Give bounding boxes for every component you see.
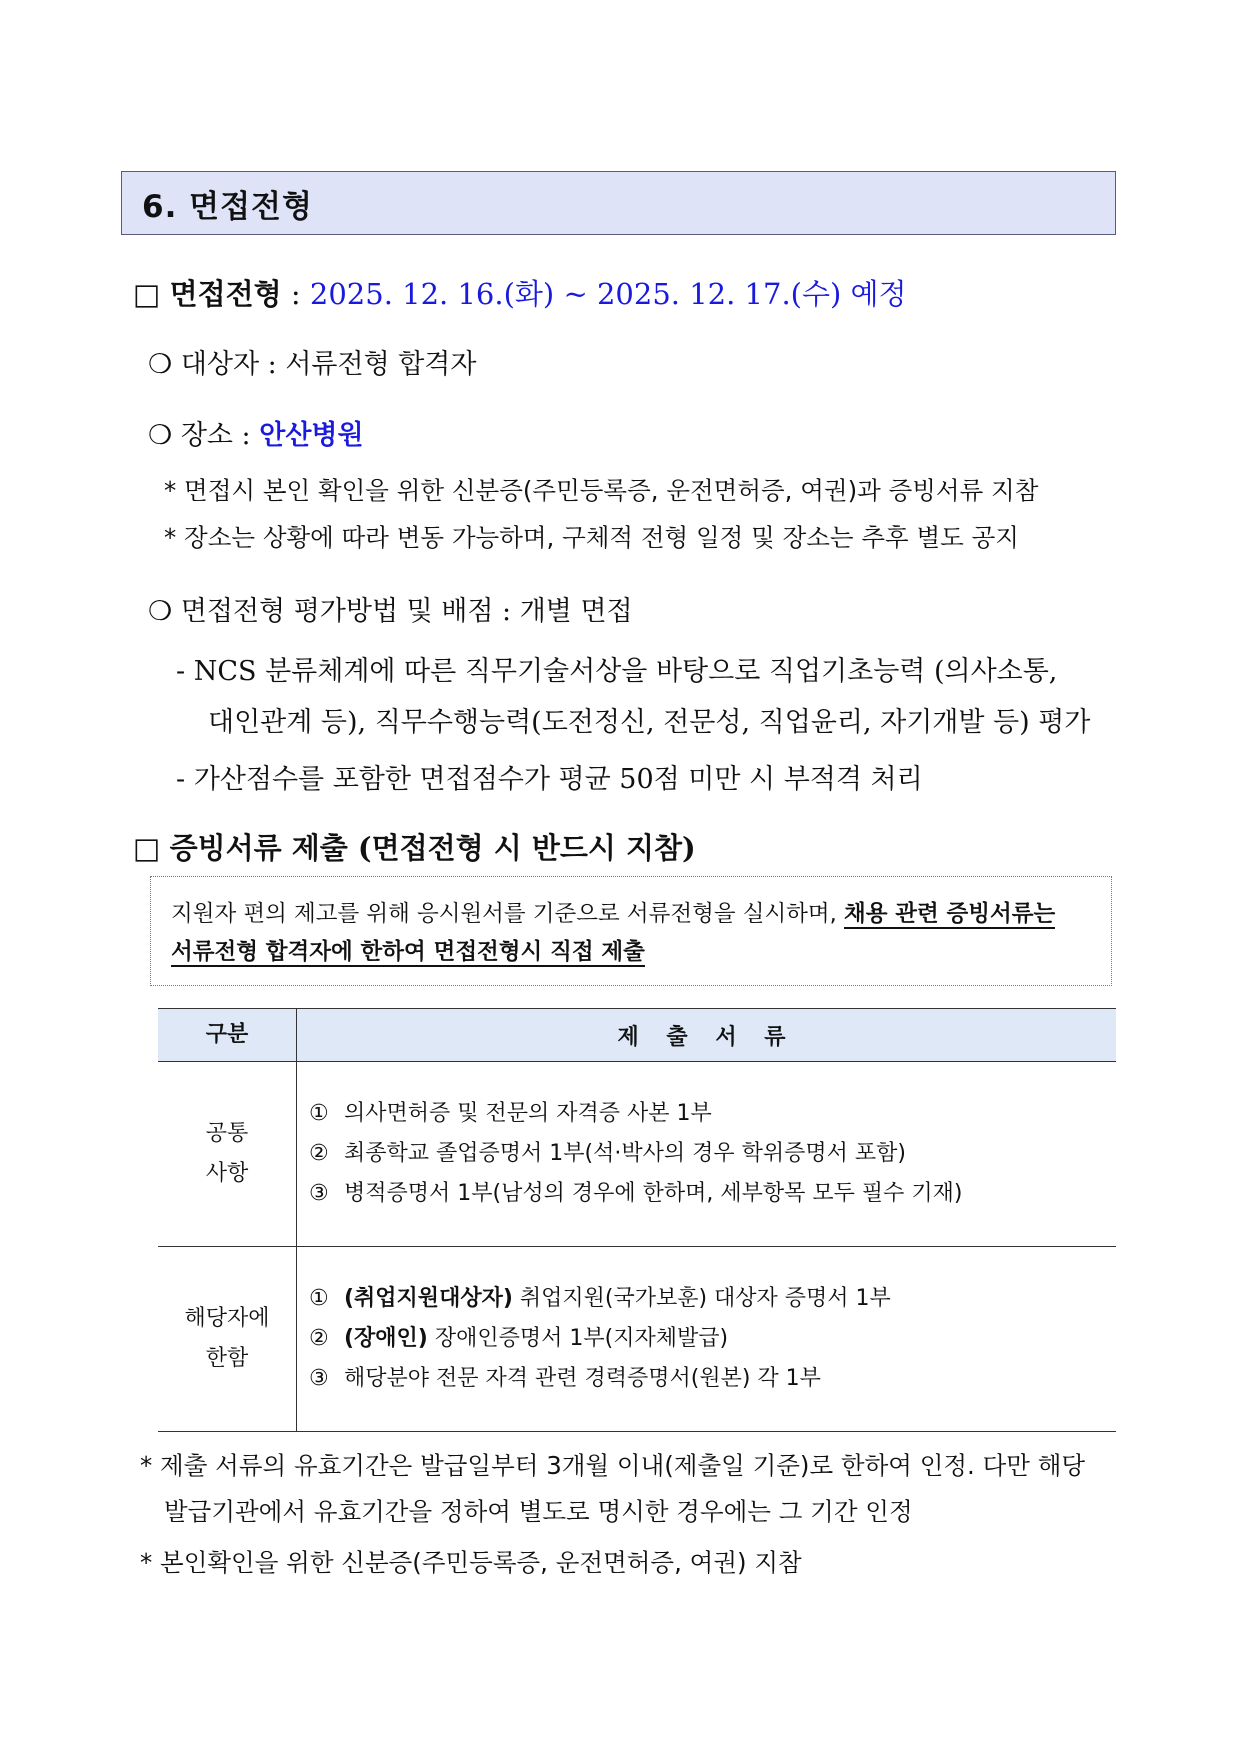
column-header-category: 구분: [158, 1009, 297, 1062]
table-header-row: [158, 1009, 1116, 1062]
place-value: 안산병원: [259, 420, 364, 451]
document-text: 취업지원(국가보훈) 대상자 증명서 1부: [512, 1286, 891, 1311]
notice-bold-1: 채용 관련 증빙서류는: [843, 901, 1056, 927]
interview-note-2: * 장소는 상황에 따라 변동 가능하며, 구체적 전형 일정 및 장소는 추후 별도 공지: [164, 523, 1019, 552]
footnote-1-cont: 발급기관에서 유효기간을 정하여 별도로 명시한 경우에는 그 기간 인정: [164, 1497, 913, 1526]
number-marker: ②: [309, 1326, 329, 1351]
row-category-line: 공통: [205, 1121, 249, 1146]
number-marker: ②: [309, 1141, 329, 1166]
document-bold: (장애인): [344, 1326, 428, 1351]
interview-schedule: [133, 272, 907, 313]
document-item: [309, 1134, 1115, 1174]
interview-label: 면접전형: [169, 277, 282, 311]
document-text: 해당분야 전문 자격 관련 경력증명서(원본) 각 1부: [344, 1366, 821, 1391]
document-item: [309, 1174, 1115, 1214]
target-line: [148, 342, 476, 381]
section-title: [121, 171, 1116, 235]
row-category: [158, 1247, 297, 1432]
table-row: [158, 1062, 1116, 1247]
documents-table: [158, 1008, 1116, 1432]
documents-heading-text: 증빙서류 제출 (면접전형 시 반드시 지참): [169, 831, 696, 865]
interview-note-1: * 면접시 본인 확인을 위한 신분증(주민등록증, 운전면허증, 여권)과 증빙서류 지참: [164, 476, 1039, 505]
circle-bullet-icon: ❍: [148, 349, 173, 380]
document-text: 장애인증명서 1부(지자체발급): [427, 1326, 729, 1351]
target-text: 대상자 : 서류전형 합격자: [180, 349, 477, 380]
notice-bold-2: 서류전형 합격자에 한하여 면접전형시 직접 제출: [171, 939, 645, 965]
row-category-line: 사항: [205, 1161, 249, 1186]
notice-text: 지원자 편의 제고를 위해 응시원서를 기준으로 서류전형을 실시하며,: [171, 901, 844, 927]
row-category-line: 해당자에: [184, 1306, 270, 1331]
row-category: [158, 1062, 297, 1247]
document-text: 최종학교 졸업증명서 1부(석·박사의 경우 학위증명서 포함): [344, 1141, 906, 1166]
footnote-2: * 본인확인을 위한 신분증(주민등록증, 운전면허증, 여권) 지참: [140, 1548, 802, 1577]
interview-date: 2025. 12. 16.(화) ~ 2025. 12. 17.(수) 예정: [309, 277, 907, 311]
checkbox-icon: □: [133, 831, 161, 865]
separator: :: [281, 277, 310, 311]
section-title-text: 6. 면접전형: [142, 188, 313, 225]
method-item-1-cont: 대인관계 등), 직무수행능력(도전정신, 전문성, 직업윤리, 자기개발 등) 평가: [208, 707, 1091, 738]
circle-bullet-icon: ❍: [148, 596, 173, 627]
document-text: 병적증명서 1부(남성의 경우에 한하며, 세부항목 모두 필수 기재): [344, 1181, 963, 1206]
number-marker: ③: [309, 1366, 329, 1391]
row-documents: [297, 1247, 1117, 1432]
document-item: [309, 1094, 1115, 1134]
table-row: [158, 1247, 1116, 1432]
method-item-1: - NCS 분류체계에 따른 직무기술서상을 바탕으로 직업기초능력 (의사소통,: [176, 656, 1058, 687]
document-item: [309, 1359, 1115, 1399]
method-text: 면접전형 평가방법 및 배점 : 개별 면접: [180, 596, 633, 627]
document-item: [309, 1319, 1115, 1359]
checkbox-icon: □: [133, 277, 161, 311]
number-marker: ①: [309, 1101, 329, 1126]
documents-heading: [133, 826, 696, 867]
row-documents: [297, 1062, 1117, 1247]
footnote-1: * 제출 서류의 유효기간은 발급일부터 3개월 이내(제출일 기준)로 한하여 인정. 다만 해당: [140, 1451, 1086, 1480]
number-marker: ①: [309, 1286, 329, 1311]
method-item-2: - 가산점수를 포함한 면접점수가 평균 50점 미만 시 부적격 처리: [176, 764, 923, 795]
place-line: [148, 413, 364, 452]
number-marker: ③: [309, 1181, 329, 1206]
document-bold: (취업지원대상자): [344, 1286, 513, 1311]
documents-notice-box: [150, 876, 1112, 986]
circle-bullet-icon: ❍: [148, 420, 173, 451]
row-category-line: 한함: [205, 1346, 249, 1371]
place-label: 장소 :: [180, 420, 260, 451]
document-item: [309, 1279, 1115, 1319]
method-line: [148, 589, 633, 628]
document-text: 의사면허증 및 전문의 자격증 사본 1부: [344, 1101, 712, 1126]
column-header-documents: 제 출 서 류: [297, 1009, 1117, 1062]
